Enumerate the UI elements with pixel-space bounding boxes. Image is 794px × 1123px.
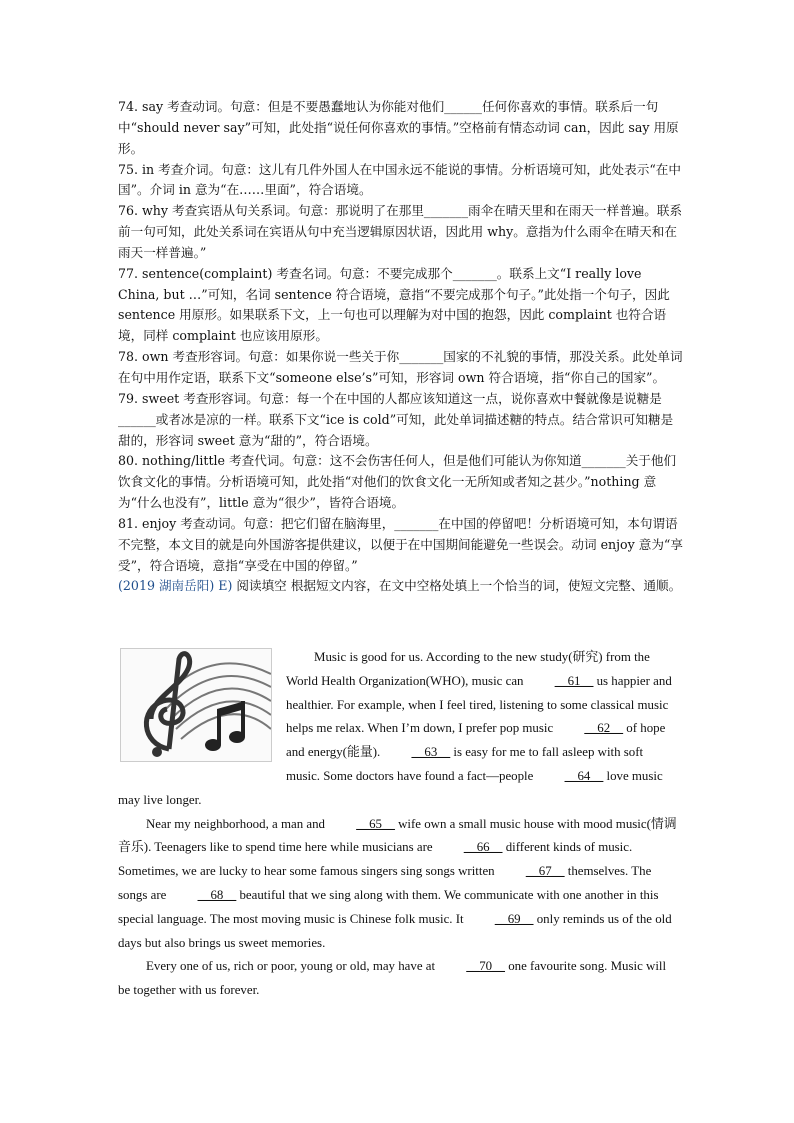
answer-78: 78. own 考查形容词。句意：如果你说一些关于你_______国家的不礼貌的事情，那没关系。此处单词在句中用作定语，联系下文“someone else’s”可知，形容词 own 符合语境，指“你自己的国家”。 — [118, 349, 683, 385]
answer-81: 81. enjoy 考查动词。句意：把它们留在脑海里，_______在中国的停留吧！分析语境可知，本句谓语不完整，本文目的就是向外国游客提供建议，以便于在中国期间能避免一些误会。动词 enjoy 意为“享受”，符合语境，意指“享受在中国的停留。” — [118, 515, 683, 573]
answer-79: 79. sweet 考查形容词。句意：每一个在中国的人都应该知道这一点，说你喜欢中餐就像是说糖是______或者冰是凉的一样。联系下文“ice is cold”可知，此处单词描述糖的特点。结合常识可知糖是甜的，形容词 sweet 意为“甜的”，符合语境。 — [118, 390, 674, 448]
answer-77: 77. sentence(complaint) 考查名词。句意：不要完成那个_______。联系上文“I really love China, but …”可知，名词 sentence 符合语境，意指“不要完成那个句子。”此处指一个句子，因此 sentence 用原形。如果联系下文，上一句也可以理解为对中国的抱怨，因此 complaint 也符合语境，同样 complaint 也应该用原形。 — [118, 265, 670, 344]
blank-64[interactable]: __64__ — [564, 768, 604, 783]
blank-68[interactable]: __68__ — [197, 887, 237, 902]
blank-65[interactable]: __65__ — [356, 816, 395, 831]
music-note-clef-icon — [120, 648, 272, 762]
section-heading — [118, 576, 684, 597]
answer-80: 80. nothing/little 考查代词。句意：这不会伤害任何人，但是他们可能认为你知道_______关于他们饮食文化的事情。分析语境可知，此处指“对他们的饮食文化一无所知或者知之甚少。”nothing 意为“什么也没有”，little 意为“很少”，皆符合语境。 — [118, 453, 677, 511]
answer-explanations — [118, 97, 684, 597]
blank-66[interactable]: __66__ — [463, 840, 503, 855]
blank-69[interactable]: __69__ — [494, 911, 534, 926]
reading-passage — [118, 646, 678, 1003]
answer-76: 76. why 考查宾语从句关系词。句意：那说明了在那里_______雨伞在晴天里和在雨天一样普遍。联系前一句可知，此处关系词在宾语从句中充当逻辑原因状语，因此用 why。意指为什么雨伞在晴天和在雨天一样普遍。” — [118, 203, 683, 260]
blank-62[interactable]: __62__ — [584, 721, 624, 736]
answer-74: 74. say 考查动词。句意：但是不要愚蠢地认为你能对他们______任何你喜欢的事情。联系后一句中“should never say”可知，此处指“说任何你喜欢的事情。”空格前有情态动词 can，因此 say 用原形。 — [118, 99, 679, 156]
blank-67[interactable]: __67__ — [525, 864, 565, 879]
section-instruction: 阅读填空 根据短文内容，在文中空格处填上一个恰当的词，使短文完整、通顺。 — [232, 578, 682, 594]
answer-75: 75. in 考查介词。句意：这儿有几件外国人在中国永远不能说的事情。分析语境可知，此处表示“在中国”。介词 in 意为“在……里面”，符合语境。 — [118, 161, 681, 198]
passage-paragraph-2: Near my neighborhood, a man and __65__ wife own a small music house with mood music(情调音乐). Teenagers like to spend time here while musicians are __66__ different kinds of music. Sometimes, we are lucky to hear some famous singers sing songs written __67__ themselves. The songs are __68__ beautiful that we sing along with them. We communicate with one another in this special language. The most moving music is Chinese folk music. It __69__ only reminds us of the old days but also brings us sweet memories. — [118, 813, 678, 956]
blank-63[interactable]: __63__ — [411, 745, 451, 760]
passage-paragraph-3: Every one of us, rich or poor, young or old, may have at __70__ one favourite song. Music will be together with us forever. — [118, 955, 678, 1003]
passage-paragraph-1: Music is good for us. According to the new study(研究) from the World Health Organization(WHO), music can __61__ us happier and healthier. For example, when I feel tired, listening to some classical music helps me relax. When I’m down, I prefer pop music __62__ of hope and energy(能量). __63__ is easy for me to fall asleep with soft music. Some doctors have found a fact—people __64__ love music may live longer. — [118, 650, 672, 807]
blank-70[interactable]: __70__ — [466, 959, 505, 974]
section-source: (2019 湖南岳阳) E) — [118, 578, 233, 594]
blank-61[interactable]: __61__ — [554, 673, 594, 688]
